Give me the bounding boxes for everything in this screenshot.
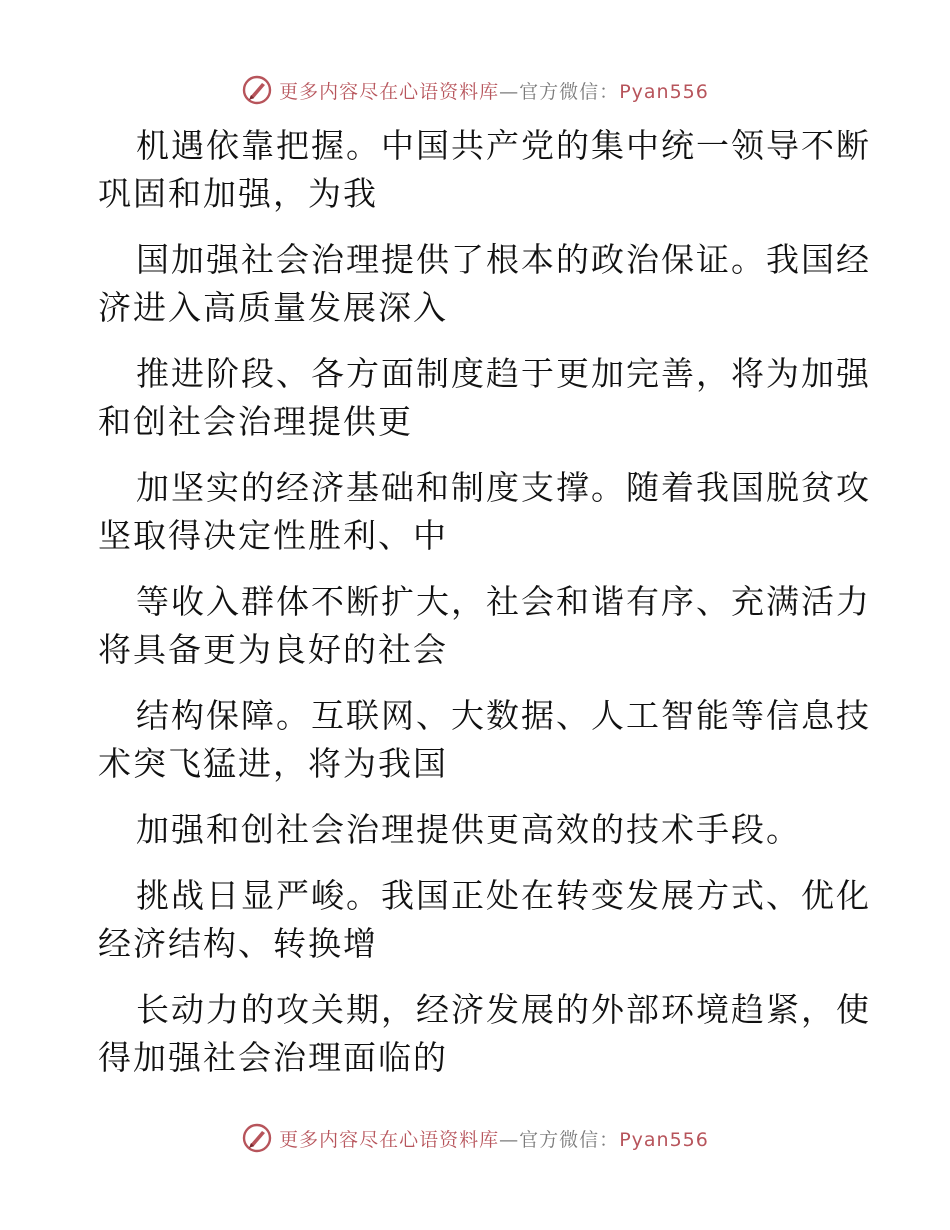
watermark-separator: — (499, 80, 520, 103)
text-line: 等收入群体不断扩大，社会和谐有序、充满活力 (136, 582, 871, 621)
watermark-brand: 更多内容尽在心语资料库 (279, 80, 500, 103)
text-line: 推进阶段、各方面制度趋于更加完善，将为加强 (136, 354, 871, 393)
text-line: 国加强社会治理提供了根本的政治保证。我国经 (136, 240, 871, 279)
text-line: 术突飞猛进，将为我国 (98, 744, 448, 783)
watermark-label: 官方微信： (519, 1128, 620, 1151)
watermark-separator: — (499, 1128, 520, 1151)
watermark-label: 官方微信： (519, 80, 620, 103)
text-line: 将具备更为良好的社会 (98, 630, 448, 669)
text-line: 挑战日显严峻。我国正处在转变发展方式、优化 (136, 876, 871, 915)
text-line: 加坚实的经济基础和制度支撑。随着我国脱贫攻 (136, 468, 871, 507)
text-line: 加强和创社会治理提供更高效的技术手段。 (136, 810, 801, 849)
footer-watermark (0, 1118, 950, 1158)
text-line: 和创社会治理提供更 (98, 402, 413, 441)
text-line: 结构保障。互联网、大数据、人工智能等信息技 (136, 696, 871, 735)
text-line: 机遇依靠把握。中国共产党的集中统一领导不断 (136, 126, 871, 165)
text-line: 长动力的攻关期，经济发展的外部环境趋紧，使 (136, 990, 871, 1029)
text-line: 坚取得决定性胜利、中 (98, 516, 448, 555)
document-body (98, 122, 871, 1082)
text-line: 济进入高质量发展深入 (98, 288, 448, 327)
quill-logo-icon (241, 1122, 273, 1154)
watermark-brand: 更多内容尽在心语资料库 (279, 1128, 500, 1151)
text-line: 巩固和加强，为我 (98, 174, 378, 213)
quill-logo-icon (241, 74, 273, 106)
watermark-id: Pyan556 (619, 80, 709, 103)
text-line: 得加强社会治理面临的 (98, 1038, 448, 1077)
watermark-text (279, 77, 709, 104)
watermark-id: Pyan556 (619, 1128, 709, 1151)
watermark-text (279, 1125, 709, 1152)
header-watermark (0, 70, 950, 110)
text-line: 经济结构、转换增 (98, 924, 378, 963)
